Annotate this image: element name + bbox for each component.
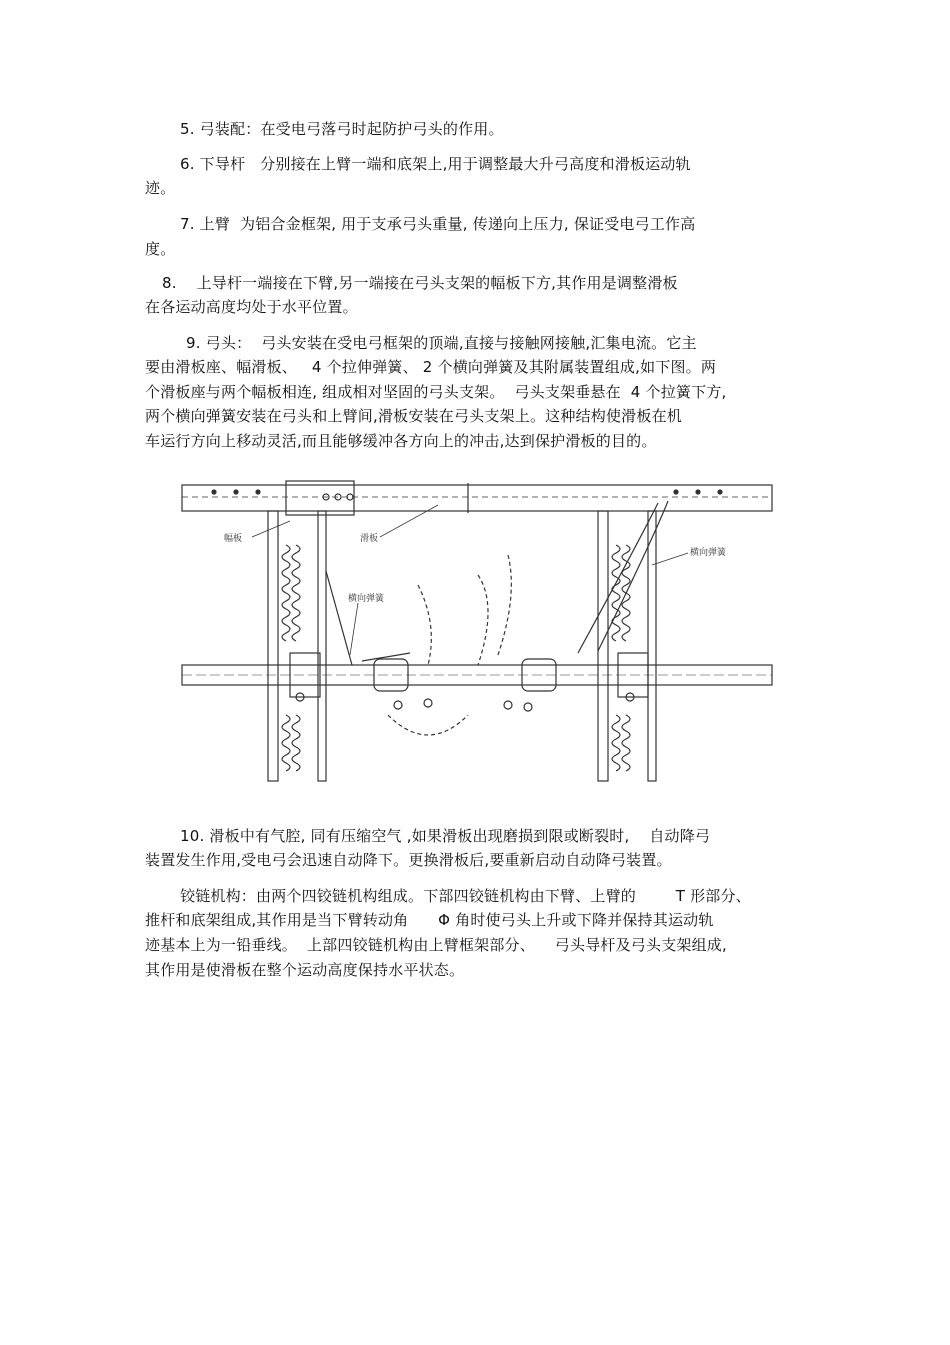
para-7-line-1: 7. 上臂 为铝合金框架, 用于支承弓头重量, 传递向上压力, 保证受电弓工作高: [180, 215, 696, 233]
para-6-line-1: 6. 下导杆 分别接在上臂一端和底架上,用于调整最大升弓高度和滑板运动轨: [180, 155, 691, 173]
label-fuban: 幅板: [224, 534, 243, 544]
para-9-line-1: 9. 弓头： 弓头安装在受电弓框架的顶端,直接与接触网接触,汇集电流。它主: [186, 334, 697, 352]
para-6-line-2: 迹。: [145, 179, 176, 197]
para-10-line-2: 装置发生作用,受电弓会迅速自动降下。更换滑板后,要重新启动自动降弓装置。: [145, 851, 672, 869]
para-11-line-4: 其作用是使滑板在整个运动高度保持水平状态。: [145, 961, 465, 979]
para-11-line-3: 迹基本上为一铅垂线。 上部四铰链机构由上臂框架部分、 弓头导杆及弓头支架组成,: [145, 936, 727, 954]
slide-plate: [182, 485, 772, 511]
para-8-line-2: 在各运动高度均处于水平位置。: [145, 298, 358, 316]
para-9-line-5: 车运行方向上移动灵活,而且能够缓冲各方向上的冲击,达到保护滑板的目的。: [145, 432, 657, 450]
para-5-line-1: 5. 弓装配：在受电弓落弓时起防护弓头的作用。: [180, 120, 504, 138]
label-huaban: 滑板: [360, 534, 379, 544]
para-10-line-1: 10. 滑板中有气腔, 同有压缩空气 ,如果滑板出现磨损到限或断裂时, 自动降弓: [180, 827, 711, 845]
para-11-line-2: 推杆和底架组成,其作用是当下臂转动角 Φ 角时使弓头上升或下降并保持其运动轨: [145, 911, 714, 929]
para-9-line-4: 两个横向弹簧安装在弓头和上臂间,滑板安装在弓头支架上。这种结构使滑板在机: [145, 407, 682, 425]
diagram-svg: [178, 475, 778, 785]
pantograph-head-diagram: [178, 475, 778, 785]
para-11-line-1: 铰链机构：由两个四铰链机构组成。下部四铰链机构由下臂、上臂的 T 形部分、: [180, 887, 751, 905]
label-lateral-spring-left: 横向弹簧: [348, 594, 385, 604]
para-9-line-3: 个滑板座与两个幅板相连, 组成相对坚固的弓头支架。 弓头支架垂悬在 4 个拉簧下方,: [145, 383, 727, 401]
para-7-line-2: 度。: [145, 240, 176, 258]
label-lateral-spring-right: 横向弹簧: [690, 548, 727, 558]
para-9-line-2: 要由滑板座、幅滑板、 4 个拉伸弹簧、 2 个横向弹簧及其附属装置组成,如下图。两: [145, 358, 717, 376]
para-8-line-1: 8. 上导杆一端接在下臂,另一端接在弓头支架的幅板下方,其作用是调整滑板: [162, 274, 678, 292]
